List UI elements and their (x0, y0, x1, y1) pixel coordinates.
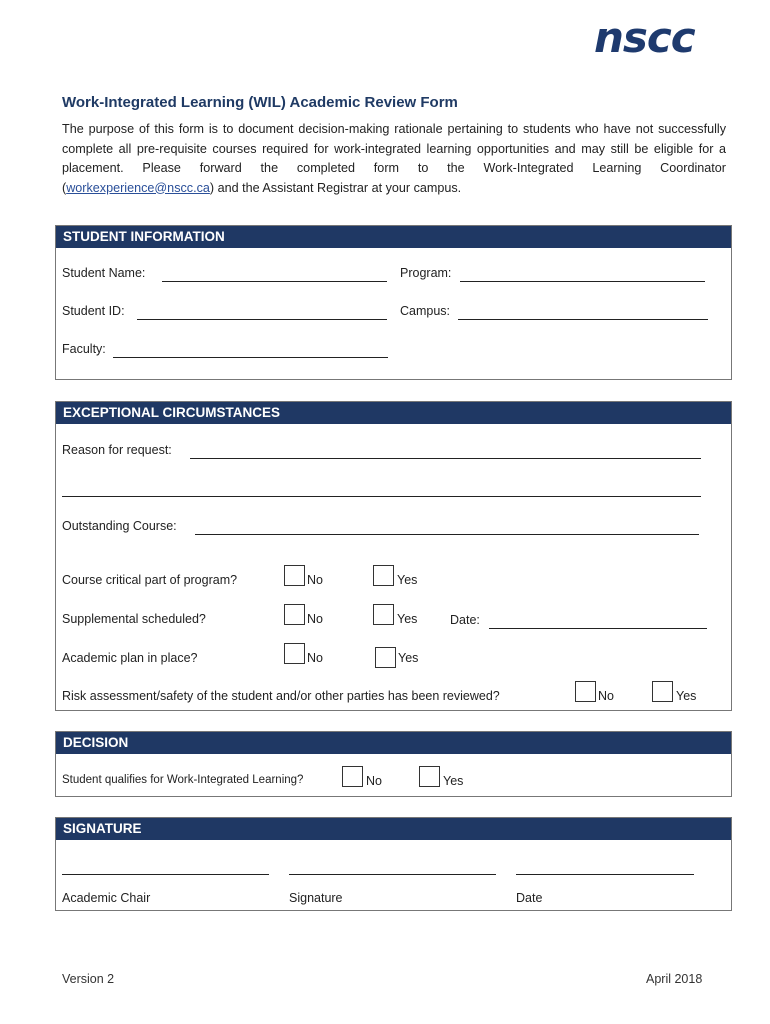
footer-date: April 2018 (646, 972, 703, 986)
risk-assessment-yes-checkbox[interactable] (652, 681, 673, 702)
faculty-label: Faculty: (62, 342, 106, 356)
outstanding-course-field[interactable] (195, 534, 699, 535)
supplemental-yes-label: Yes (397, 612, 418, 626)
supplemental-no-label: No (307, 612, 323, 626)
academic-chair-label: Academic Chair (62, 891, 151, 905)
course-critical-yes-checkbox[interactable] (373, 565, 394, 586)
student-name-field[interactable] (162, 281, 387, 282)
risk-assessment-question: Risk assessment/safety of the student and/or other parties has been reviewed? (62, 689, 500, 703)
supplemental-date-field[interactable] (489, 628, 707, 629)
student-information-header: STUDENT INFORMATION (56, 226, 731, 248)
intro-text-end: ) and the Assistant Registrar at your campus. (209, 180, 462, 195)
supplemental-date-label: Date: (450, 613, 480, 627)
student-id-label: Student ID: (62, 304, 125, 318)
form-intro (62, 120, 726, 198)
decision-header: DECISION (56, 732, 731, 754)
course-critical-no-label: No (307, 573, 323, 587)
program-field[interactable] (460, 281, 705, 282)
faculty-field[interactable] (113, 357, 388, 358)
signature-section (55, 817, 732, 911)
version-label: Version 2 (62, 972, 115, 986)
academic-chair-signature-line[interactable] (62, 874, 269, 875)
decision-section (55, 731, 732, 797)
academic-plan-question: Academic plan in place? (62, 651, 198, 665)
reason-field-line-2[interactable] (62, 496, 701, 497)
student-id-field[interactable] (137, 319, 387, 320)
decision-no-label: No (366, 774, 382, 788)
decision-question: Student qualifies for Work-Integrated Learning? (62, 774, 304, 786)
exceptional-circumstances-header: EXCEPTIONAL CIRCUMSTANCES (56, 402, 731, 424)
risk-assessment-no-label: No (598, 689, 614, 703)
date-label: Date (516, 891, 543, 905)
course-critical-no-checkbox[interactable] (284, 565, 305, 586)
decision-no-checkbox[interactable] (342, 766, 363, 787)
decision-yes-label: Yes (443, 774, 464, 788)
outstanding-course-label: Outstanding Course: (62, 519, 177, 533)
risk-assessment-no-checkbox[interactable] (575, 681, 596, 702)
coordinator-email-link[interactable]: workexperience@nscc.ca (66, 180, 210, 195)
course-critical-yes-label: Yes (397, 573, 418, 587)
risk-assessment-yes-label: Yes (676, 689, 697, 703)
academic-plan-no-label: No (307, 651, 323, 665)
reason-field[interactable] (190, 458, 701, 459)
reason-label: Reason for request: (62, 443, 172, 457)
intro-text-start: The purpose of this form is to document decision-making rationale pertaining to students who have not successfully complete all pre-requisite courses required for work-integrated learning opportunities and may still be eligible for a placement. Please forward the completed form to the Work-Integrated Learning Coordinator ( (62, 122, 726, 195)
signature-header: SIGNATURE (56, 818, 731, 840)
signature-label: Signature (289, 891, 343, 905)
supplemental-yes-checkbox[interactable] (373, 604, 394, 625)
form-title: Work-Integrated Learning (WIL) Academic Review Form (62, 94, 458, 111)
date-signature-line[interactable] (516, 874, 694, 875)
signature-line[interactable] (289, 874, 496, 875)
campus-field[interactable] (458, 319, 708, 320)
decision-yes-checkbox[interactable] (419, 766, 440, 787)
campus-label: Campus: (400, 304, 451, 318)
academic-plan-yes-label: Yes (398, 651, 419, 665)
student-name-label: Student Name: (62, 266, 146, 280)
academic-plan-no-checkbox[interactable] (284, 643, 305, 664)
supplemental-no-checkbox[interactable] (284, 604, 305, 625)
nscc-logo: nscc (594, 13, 695, 62)
academic-plan-yes-checkbox[interactable] (375, 647, 396, 668)
supplemental-question: Supplemental scheduled? (62, 612, 206, 626)
course-critical-question: Course critical part of program? (62, 573, 238, 587)
program-label: Program: (400, 266, 452, 280)
